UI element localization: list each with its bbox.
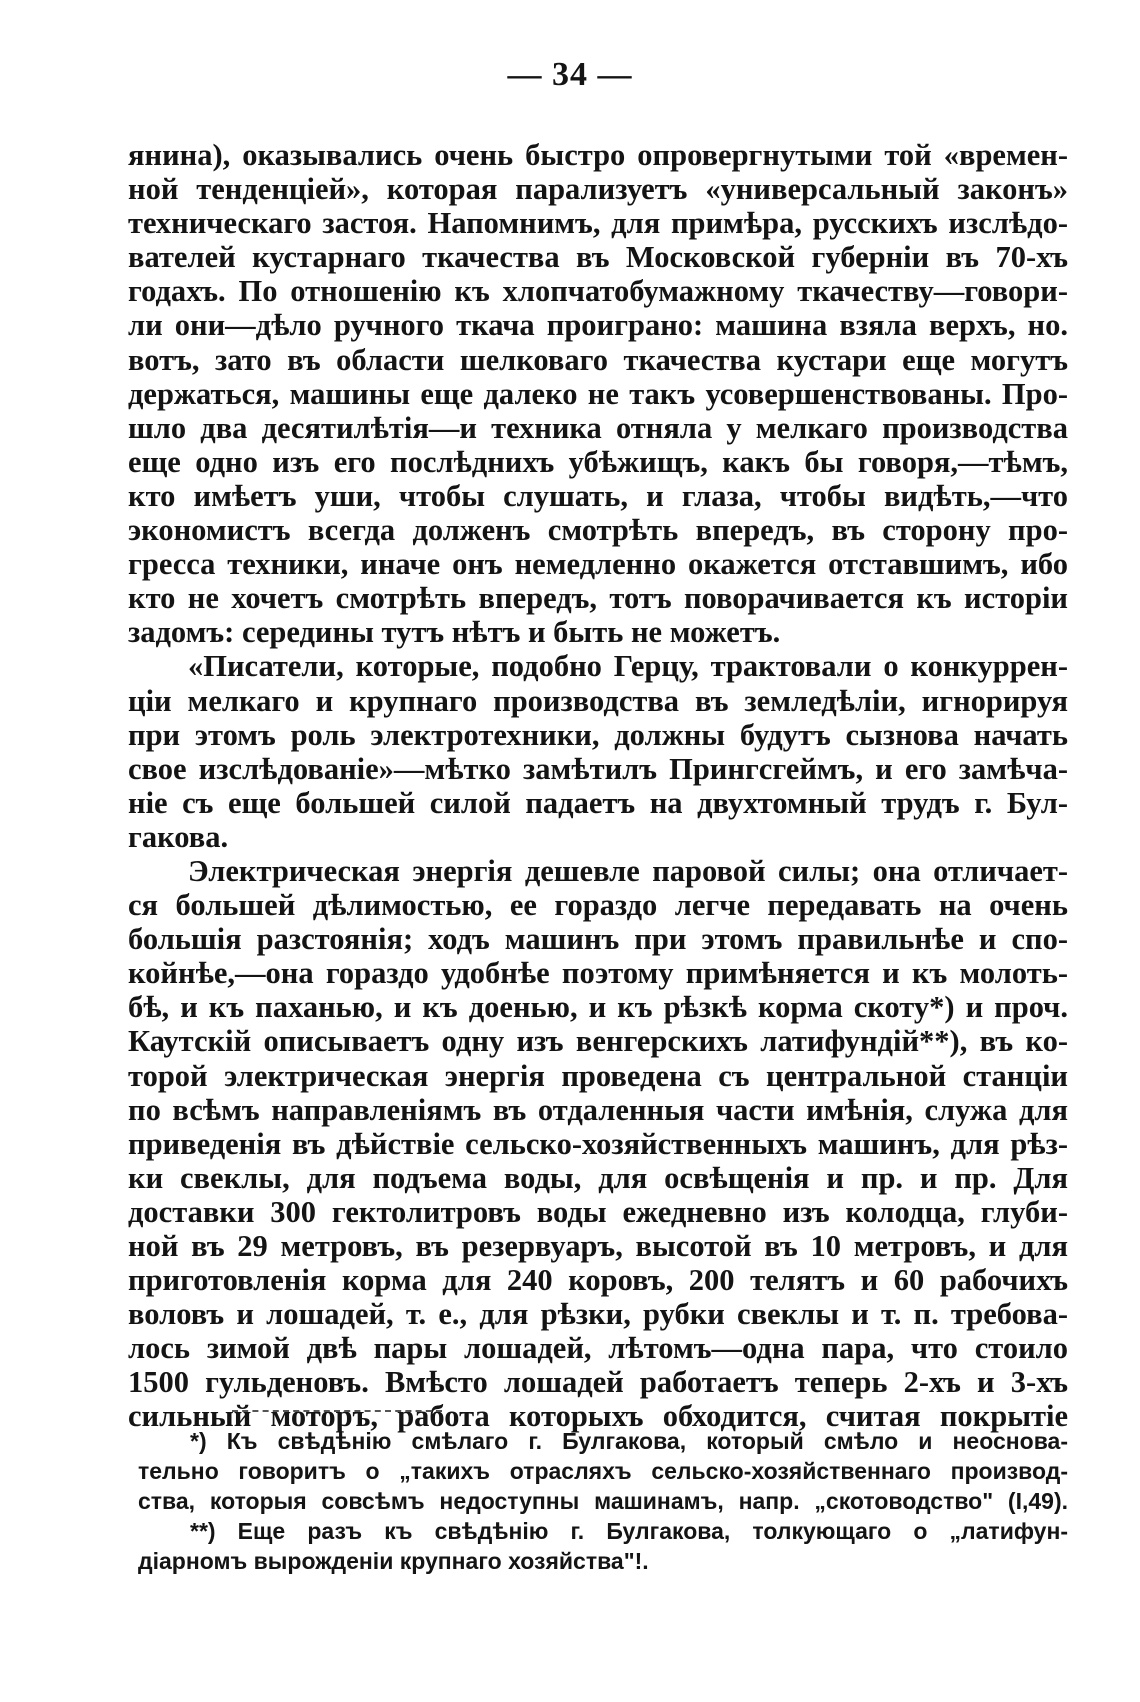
footnote-line: дiарномъ вырожденiи крупнаго хозяйства"!.: [138, 1548, 649, 1574]
footnote-line: **) Еще разъ къ свѣдѣнiю г. Булгакова, толкующаго о „латифун-: [190, 1518, 1068, 1544]
text-line: ся большей дѣлимостью, ее гораздо легче передавать на очень: [128, 888, 1068, 923]
text-line: гакова.: [128, 819, 229, 854]
text-line: вателей кустарнаго ткачества въ Московской губернiи въ 70-хъ: [128, 240, 1068, 275]
text-line: «Писатели, которые, подобно Герцу, трактовали о конкуррен-: [188, 649, 1068, 684]
footnote-line: ства, которыя совсѣмъ недоступны машинамъ, напр. „скотоводство" (I,49).: [138, 1488, 1068, 1514]
page-number: — 34 —: [507, 56, 633, 93]
text-line: торой электрическая энергiя проведена съ центральной станцiи: [128, 1058, 1068, 1093]
footnote-divider: [232, 1410, 442, 1412]
text-line: сильный моторъ, работа которыхъ обходится, считая покрытiе: [128, 1399, 1068, 1434]
text-line: техническаго застоя. Напомнимъ, для примѣра, русскихъ изслѣдо-: [128, 206, 1068, 241]
text-line: по всѣмъ направленiямъ въ отдаленныя части имѣнiя, служа для: [128, 1092, 1068, 1127]
text-line: ной въ 29 метровъ, въ резервуаръ, высотой въ 10 метровъ, и для: [128, 1229, 1068, 1263]
text-line: 1500 гульденовъ. Вмѣсто лошадей работаетъ теперь 2-хъ и 3-хъ: [128, 1365, 1068, 1400]
paragraph-1: [128, 138, 1068, 649]
text-line: ки свеклы, для подъема воды, для освѣщенiя и пр. и пр. Для: [128, 1160, 1068, 1195]
text-line: гресса техники, иначе онъ немедленно окажется отставшимъ, ибо: [128, 547, 1068, 582]
footnote-line: *) Къ свѣдѣнiю смѣлаго г. Булгакова, который смѣло и неоснова-: [190, 1428, 1068, 1454]
text-line: вотъ, зато въ области шелковаго ткачества кустари еще могутъ: [128, 342, 1068, 377]
text-line: бѣ, и къ паханью, и къ доенью, и къ рѣзкѣ корма скоту*) и проч.: [128, 990, 1068, 1025]
text-line: кто не хочетъ смотрѣть впередъ, тотъ поворачивается къ исторiи: [128, 581, 1068, 616]
text-line: цiи мелкаго и крупнаго производства въ земледѣлiи, игнорируя: [128, 683, 1068, 718]
paragraph-3: [128, 854, 1068, 1434]
text-line: койнѣе,—она гораздо удобнѣе поэтому примѣняется и къ молоть-: [128, 956, 1068, 991]
text-line: свое изслѣдованiе»—мѣтко замѣтилъ Прингсгеймъ, и его замѣча-: [128, 751, 1068, 786]
text-line: ной тенденцiей», которая парализуетъ «универсальный законъ»: [128, 172, 1068, 207]
text-line: задомъ: середины тутъ нѣтъ и быть не можетъ.: [128, 615, 781, 650]
text-line: ли они—дѣло ручного ткача проиграно: машина взяла верхъ, но.: [128, 308, 1068, 343]
text-line: приготовленiя корма для 240 коровъ, 200 телятъ и 60 рабочихъ: [128, 1263, 1068, 1298]
text-line: приведенiя въ дѣйствiе сельско-хозяйственныхъ машинъ, для рѣз-: [128, 1126, 1068, 1161]
text-line: экономистъ всегда долженъ смотрѣть впередъ, въ сторону про-: [128, 513, 1068, 548]
text-line: лось зимой двѣ пары лошадей, лѣтомъ—одна пара, что стоило: [128, 1331, 1068, 1366]
text-line: большiя разстоянiя; ходъ машинъ при этомъ правильнѣе и спо-: [128, 922, 1068, 957]
text-line: при этомъ роль электротехники, должны будутъ сызнова начать: [128, 717, 1068, 752]
main-text: [128, 138, 1068, 1434]
text-line: доставки 300 гектолитровъ воды ежедневно изъ колодца, глуби-: [128, 1194, 1068, 1229]
text-line: кто имѣетъ уши, чтобы слушать, и глаза, чтобы видѣть,—что: [128, 478, 1068, 513]
text-line: держаться, машины еще далеко не такъ усовершенствованы. Про-: [128, 376, 1068, 411]
footnote-line: тельно говоритъ о „такихъ отрасляхъ сельско-хозяйственнаго производ-: [138, 1458, 1068, 1484]
text-line: нiе съ еще большей силой падаетъ на двухтомный трудъ г. Бул-: [128, 785, 1068, 820]
text-line: шло два десятилѣтiя—и техника отняла у мелкаго производства: [128, 410, 1068, 445]
text-line: Каутскiй описываетъ одну изъ венгерскихъ латифундiй**), въ ко-: [128, 1024, 1068, 1059]
text-line: воловъ и лошадей, т. е., для рѣзки, рубки свеклы и т. п. требова-: [128, 1297, 1068, 1332]
paragraph-2: [128, 649, 1068, 854]
text-line: Электрическая энергiя дешевле паровой силы; она отличает-: [188, 853, 1068, 888]
text-line: янина), оказывались очень быстро опровергнутыми той «времен-: [128, 138, 1068, 172]
text-line: еще одно изъ его послѣднихъ убѣжищъ, какъ бы говоря,—тѣмъ,: [128, 444, 1068, 479]
footnotes: [138, 1426, 1068, 1576]
text-line: годахъ. По отношенiю къ хлопчатобумажному ткачеству—говори-: [128, 274, 1068, 309]
